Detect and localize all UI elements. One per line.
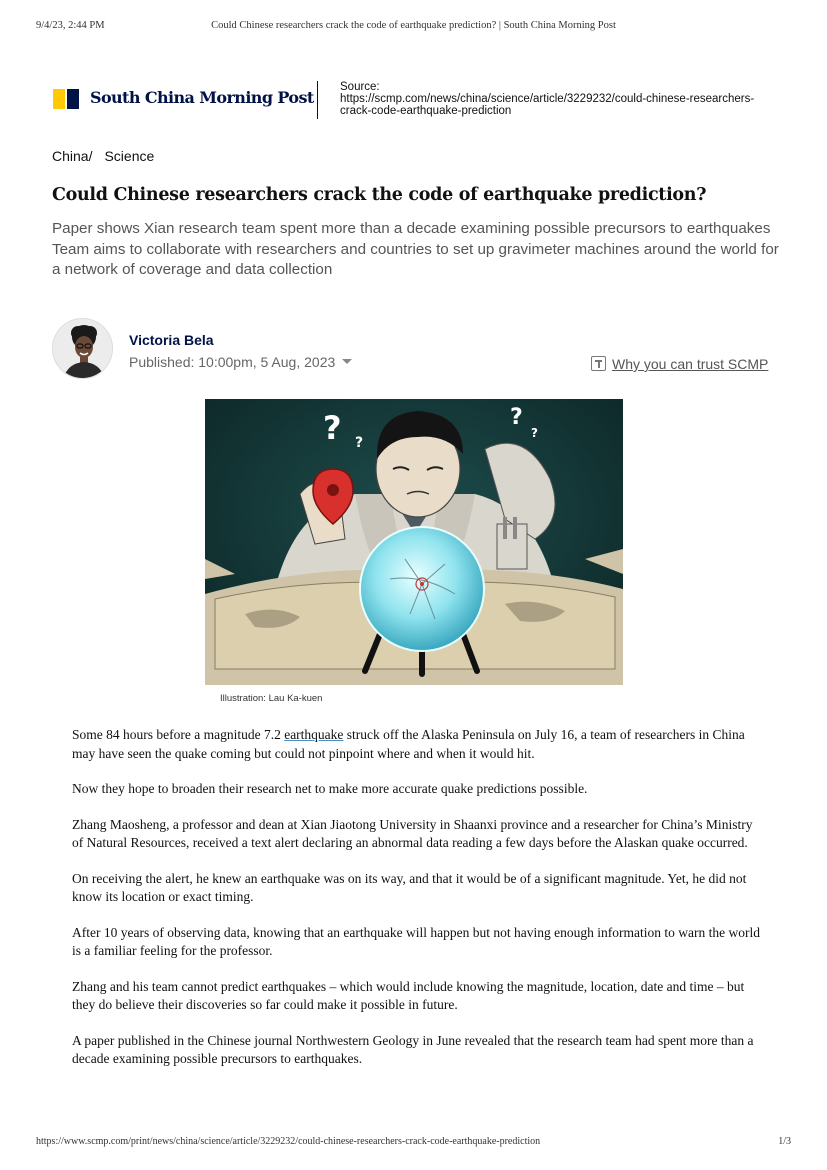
author-name[interactable]: Victoria Bela (129, 332, 214, 348)
summary-point: Team aims to collaborate with researchers and countries to set up gravimeter machines around the world for a network of coverage and data collection (52, 240, 779, 279)
earthquake-link[interactable]: earthquake (284, 727, 344, 742)
print-header (36, 20, 791, 34)
source-url[interactable]: https://scmp.com/news/china/science/article/3229232/could-chinese-researchers-crack-code-earthquake-prediction (340, 93, 755, 117)
article-illustration (205, 399, 623, 685)
article-headline: Could Chinese researchers crack the code of earthquake prediction? (52, 185, 707, 205)
breadcrumb-china[interactable]: China/ (52, 148, 93, 164)
article-paragraph: Now they hope to broaden their research net to make more accurate quake predictions possible. (72, 781, 588, 796)
paragraph-text: struck off the Alaska Peninsula on July 16, a team of researchers in China may have seen the quake coming but could not pinpoint where and when it would hit. (72, 727, 745, 761)
svg-text:?: ? (355, 435, 364, 451)
print-footer-url: https://www.scmp.com/print/news/china/science/article/3229232/could-chinese-researchers-crack-code-earthquake-prediction (36, 1136, 541, 1147)
article-paragraph: Zhang Maosheng, a professor and dean at Xian Jiaotong University in Shaanxi province and a researcher for China’s Ministry of Natural Resources, received a text alert declaring an abnormal data reading a few days before the Alaskan quake occurred. (72, 816, 753, 850)
source-block (340, 81, 770, 117)
article-paragraph: Zhang and his team cannot predict earthquakes – which would include knowing the magnitude, location, date and time – but they do believe their discoveries so far could make it possible in future. (72, 978, 745, 1012)
paragraph-text: Some 84 hours before a magnitude 7.2 (72, 727, 285, 742)
image-caption: Illustration: Lau Ka-kuen (220, 693, 323, 704)
svg-text:?: ? (510, 405, 523, 430)
article-paragraph (72, 726, 762, 763)
summary-point: Paper shows Xian research team spent more than a decade examining possible precursors to earthquakes (52, 220, 771, 237)
article-paragraph: After 10 years of observing data, knowing that an earthquake will happen but not having enough information to warn the world is a familiar feeling for the professor. (72, 924, 760, 958)
published-date[interactable] (129, 354, 352, 370)
source-label: Source: (340, 81, 380, 93)
trust-link-text: Why you can trust SCMP (612, 356, 769, 372)
article-paragraph: A paper published in the Chinese journal Northwestern Geology in June revealed that the research team had spent more than a decade examining possible precursors to earthquakes. (72, 1032, 754, 1066)
article-paragraph: On receiving the alert, he knew an earthquake was on its way, and that it would be of a significant magnitude. Yet, he did not know its location or exact timing. (72, 870, 747, 904)
svg-text:?: ? (531, 426, 538, 440)
masthead (53, 80, 773, 120)
page-number: 1/3 (778, 1136, 791, 1147)
published-text: Published: 10:00pm, 5 Aug, 2023 (129, 354, 336, 370)
print-footer (36, 1136, 791, 1150)
scmp-logo[interactable] (53, 88, 314, 111)
svg-text:?: ? (323, 409, 342, 447)
print-page-title: Could Chinese researchers crack the code of earthquake prediction? | South China Morning Post (211, 20, 616, 31)
breadcrumb-science[interactable]: Science (104, 148, 155, 164)
article-body (72, 726, 762, 1086)
scmp-logo-text: South China Morning Post (90, 88, 314, 107)
article-summary (52, 219, 780, 281)
scmp-logo-mark-icon (53, 89, 81, 109)
breadcrumb (52, 148, 154, 164)
chevron-down-icon[interactable] (342, 359, 352, 364)
masthead-divider (317, 81, 318, 119)
trust-badge-icon (591, 356, 606, 371)
trust-link[interactable] (591, 356, 768, 372)
print-datetime: 9/4/23, 2:44 PM (36, 20, 105, 31)
author-avatar[interactable] (52, 318, 113, 379)
